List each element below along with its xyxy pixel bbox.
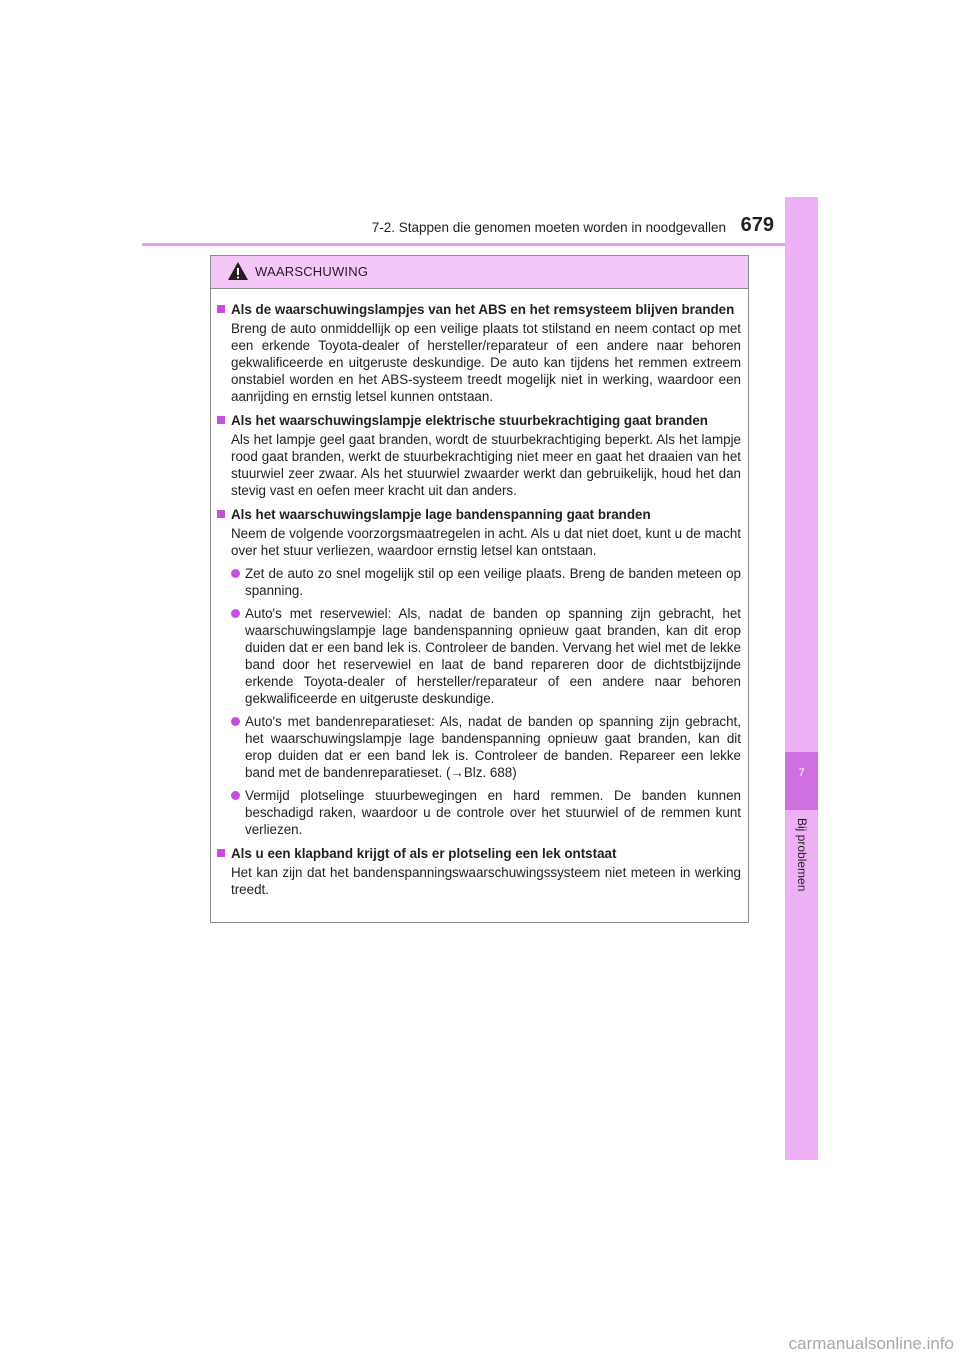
chapter-label: Bij problemen <box>795 818 809 892</box>
section-heading <box>217 412 741 429</box>
chapter-tab-active[interactable] <box>785 752 818 810</box>
round-bullet-icon <box>231 609 240 618</box>
list-item <box>217 605 741 707</box>
square-bullet-icon <box>217 305 225 313</box>
page-number: 679 <box>740 214 774 236</box>
warning-section-blowout <box>217 845 741 898</box>
square-bullet-icon <box>217 416 225 424</box>
section-paragraph: Neem de volgende voorzorgsmaatregelen in acht. Als u dat niet doet, kunt u de macht over het stuur verliezen, waardoor ernstig letsel kan ontstaan. <box>231 526 741 558</box>
warning-title: WAARSCHUWING <box>255 264 369 279</box>
page-header <box>142 214 818 242</box>
section-heading-text: Als het waarschuwingslampje elektrische stuurbekrachtiging gaat branden <box>231 413 708 428</box>
section-heading <box>217 301 741 318</box>
warning-body <box>211 289 748 898</box>
section-paragraph: Als het lampje geel gaat branden, wordt de stuurbekrachtiging beperkt. Als het lampje rood gaat branden, werkt de stuurbekrachtiging niet meer en gaat het draaien van het stuurwiel zeer zwaar. Als het stuurwiel zwaarder werkt dan gebruikelijk, houd het dan stevig vast en oefen meer kracht uit dan anders. <box>231 432 741 498</box>
warning-section-abs <box>217 301 741 405</box>
square-bullet-icon <box>217 849 225 857</box>
list-item <box>217 713 741 781</box>
watermark[interactable]: carmanualsonline.info <box>670 1330 960 1358</box>
list-item <box>217 565 741 599</box>
chapter-number: 7 <box>798 767 805 779</box>
warning-header <box>211 256 748 289</box>
warning-box <box>210 255 749 923</box>
list-item-text: Auto's met bandenreparatieset: Als, nadat de banden op spanning zijn gebracht, het waarschuwingslampje lage bandenspanning opnieuw gaat branden, kan dit erop duiden dat er een band lek is. Controleer de banden. Repareer een lekke band met de bandenreparatieset. (→Blz. 688) <box>245 714 741 780</box>
round-bullet-icon <box>231 717 240 726</box>
round-bullet-icon <box>231 791 240 800</box>
section-paragraph: Het kan zijn dat het bandenspanningswaarschuwingssysteem niet meteen in werking treedt. <box>231 865 741 897</box>
list-item-text: Vermijd plotselinge stuurbewegingen en hard remmen. De banden kunnen beschadigd raken, waardoor u de controle over het stuurwiel of de remmen kunt verliezen. <box>245 788 741 837</box>
warning-section-steering <box>217 412 741 499</box>
list-item <box>217 787 741 838</box>
section-heading <box>217 506 741 523</box>
section-heading-text: Als het waarschuwingslampje lage bandenspanning gaat branden <box>231 507 651 522</box>
round-bullet-icon <box>231 569 240 578</box>
section-paragraph: Breng de auto onmiddellijk op een veilige plaats tot stilstand en neem contact op met een erkende Toyota-dealer of hersteller/reparateur of een andere naar behoren gekwalificeerde en uitgeruste deskundige. De auto kan tijdens het remmen extreem onstabiel worden en het ABS-systeem treedt mogelijk niet in werking, waardoor een aanrijding en ernstig letsel kunnen ontstaan. <box>231 321 741 404</box>
section-heading-text: Als u een klapband krijgt of als er plotseling een lek ontstaat <box>231 846 617 861</box>
section-title: 7-2. Stappen die genomen moeten worden in noodgevallen <box>371 220 726 235</box>
chapter-tab-strip <box>785 197 818 1160</box>
warning-triangle-icon <box>227 261 249 281</box>
header-rule <box>142 243 818 246</box>
list-item-text: Auto's met reservewiel: Als, nadat de banden op spanning zijn gebracht, het waarschuwingslampje lage bandenspanning opnieuw gaat branden, kan dit erop duiden dat er een band lek is. Controleer de banden. Vervang het wiel met de lekke band door het reservewiel en laat de band repareren door de dichtstbijzijnde erkende Toyota-dealer of hersteller/reparateur of een andere naar behoren gekwalificeerde en uitgeruste deskundige. <box>245 606 741 706</box>
section-heading-text: Als de waarschuwingslampjes van het ABS en het remsysteem blijven branden <box>231 302 735 317</box>
list-item-text: Zet de auto zo snel mogelijk stil op een veilige plaats. Breng de banden meteen op spanning. <box>245 566 741 598</box>
section-heading <box>217 845 741 862</box>
square-bullet-icon <box>217 510 225 518</box>
warning-section-tire-pressure <box>217 506 741 838</box>
